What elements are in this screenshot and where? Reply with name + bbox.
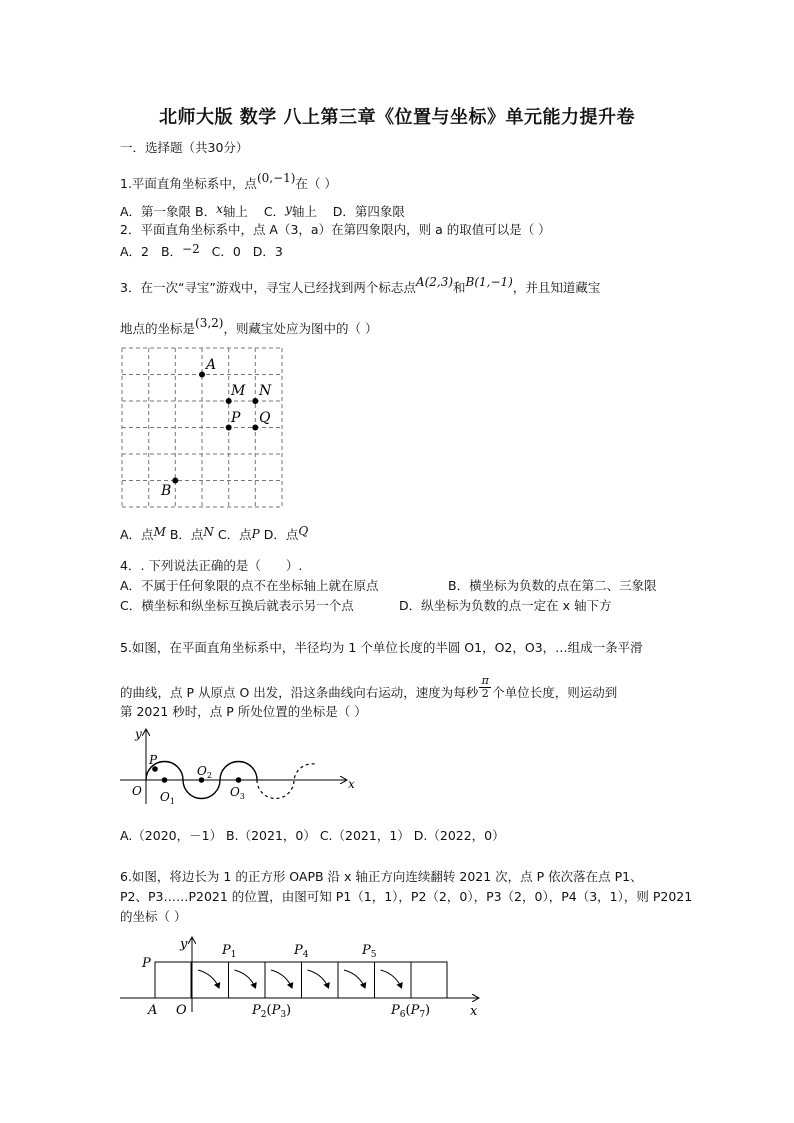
point-p-dot [152, 766, 158, 772]
q5-line2-text: 的曲线，点 P 从原点 O 出发，沿这条曲线向右运动，速度为每秒 [120, 685, 479, 700]
q2-stem: 2．平面直角坐标系中，点 A（3，a）在第四象限内，则 a 的取值可以是（ ） [120, 222, 551, 237]
label-a: A [206, 357, 217, 373]
q4-option-c: C．横坐标和纵坐标互换后就表示另一个点 [120, 598, 354, 613]
center-o3-dot [236, 777, 242, 783]
label-p: P [231, 410, 241, 426]
q6-line2: P2、P3……P2021 的位置，由图可知 P1（1，1），P2（2，0），P3（2，0），P4（3，1），则 P2021 [120, 889, 693, 904]
q3-line2 [120, 316, 378, 337]
q3-option-a: A．点M [120, 525, 166, 542]
point-b-dot [172, 478, 178, 484]
q1-option-b: B．x轴上 [195, 202, 248, 219]
label-p1: $P_1$ [222, 943, 237, 960]
q5-line2 [120, 674, 618, 706]
point-q-dot [252, 425, 258, 431]
q2-option-d: D．3 [252, 244, 283, 259]
label-q: Q [259, 410, 271, 426]
label-y: y [180, 937, 188, 952]
q3-option-c: C．点P [217, 527, 260, 542]
q1-stem-text: 1.平面直角坐标系中，点 [120, 176, 257, 191]
q3-stem [120, 275, 601, 296]
q4-option-d: D．纵坐标为负数的点一定在 x 轴下方 [399, 598, 612, 613]
q6-square-figure [118, 934, 493, 1024]
label-p5: $P_5$ [362, 943, 377, 960]
q2-options [120, 244, 283, 260]
center-o2-dot [199, 777, 205, 783]
q1-point: (0,−1) [256, 171, 296, 185]
curve-continuation [257, 764, 315, 799]
page-title: 北师大版 数学 八上第三章《位置与坐标》单元能力提升卷 [158, 107, 636, 128]
q3-line2-tail: ，则藏宝处应为图中的（ ） [223, 321, 378, 336]
q5-options: A.（2020，－1） B.（2021，0） C.（2021，1） D.（2022，0） [120, 828, 505, 843]
q1-option-d: D．第四象限 [332, 204, 405, 219]
label-y: y [135, 727, 142, 741]
label-n: N [259, 383, 272, 399]
squares-row [155, 962, 447, 998]
label-x: x [348, 777, 355, 791]
q4-option-a: A．不属于任何象限的点不在坐标轴上就在原点 [120, 578, 379, 593]
q1-option-a: A．第一象限 [120, 204, 192, 219]
q5-line1: 5.如图，在平面直角坐标系中，半径均为 1 个单位长度的半圆 O1，O2，O3，…组成一条平滑 [120, 640, 643, 655]
q2-option-c: C．0 [211, 244, 241, 259]
point-a-dot [199, 372, 205, 378]
q3-option-b: B．点N [169, 525, 214, 542]
label-p: P [142, 956, 151, 971]
label-a: A [148, 1003, 158, 1018]
q3-point-c: (3,2) [195, 316, 224, 330]
label-o3: $O_3$ [230, 785, 245, 801]
point-n-dot [252, 398, 258, 404]
q4-option-b: B．横坐标为负数的点在第二、三象限 [448, 578, 657, 593]
q3-options [120, 524, 309, 543]
center-o1-dot [162, 777, 168, 783]
q6-line3: 的坐标（ ） [120, 909, 187, 924]
q1-stem [120, 171, 337, 192]
label-p6-p7: $P_6(P_7)$ [391, 1003, 431, 1020]
label-p4: $P_4$ [294, 943, 309, 960]
q5-fraction: $\frac{\pi}{2}$ [479, 675, 491, 700]
label-o: O [176, 1003, 187, 1018]
label-x: x [470, 1004, 478, 1019]
q3-point-b: B(1,−1) [465, 275, 513, 289]
q4-stem: 4．. 下列说法正确的是（ ）. [120, 558, 303, 573]
q1-stem-tail: 在（ ） [295, 176, 337, 191]
q3-grid-figure [118, 345, 288, 510]
q5-line2-tail: 个单位长度，则运动到 [492, 685, 618, 700]
label-m: M [231, 383, 246, 399]
q3-option-d: D．点Q [263, 524, 309, 542]
q3-line2-text: 地点的坐标是 [120, 321, 196, 336]
label-o2: $O_2$ [197, 764, 212, 780]
q2-option-b: B．−2 [160, 242, 200, 259]
label-o1: $O_1$ [160, 790, 175, 806]
q1-option-c: C．y轴上 [263, 202, 317, 219]
q3-and: 和 [453, 280, 466, 295]
label-p2-p3: $P_2(P_3)$ [252, 1003, 292, 1020]
q6-line1: 6.如图，将边长为 1 的正方形 OAPB 沿 x 轴正方向连续翻转 2021 次，点 P 依次落在点 P1、 [120, 869, 643, 884]
label-o: O [132, 784, 142, 798]
q3-stem-text: 3．在一次“寻宝”游戏中，寻宝人已经找到两个标志点 [120, 280, 416, 295]
section-heading: 一．选择题（共30分） [120, 140, 249, 155]
q3-stem-tail: ，并且知道藏宝 [512, 280, 601, 295]
label-b: B [161, 483, 172, 499]
q5-curve-figure [118, 722, 368, 808]
q3-point-a: A(2,3) [415, 275, 454, 289]
q5-line3: 第 2021 秒时，点 P 所处位置的坐标是（ ） [120, 704, 367, 719]
label-p: P [149, 753, 158, 767]
q1-options [120, 204, 405, 220]
q2-option-a: A．2 [120, 244, 150, 259]
